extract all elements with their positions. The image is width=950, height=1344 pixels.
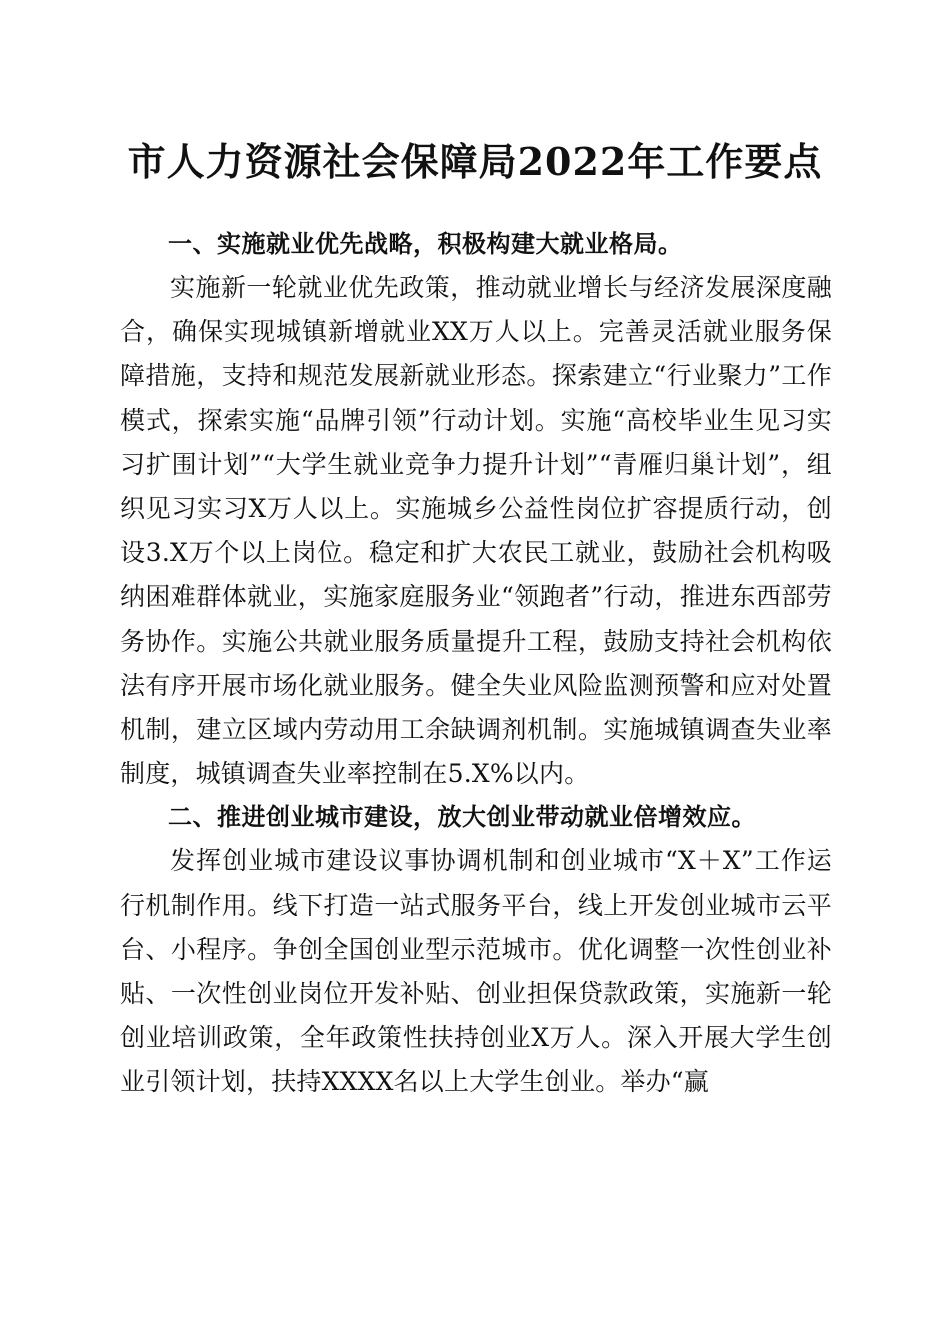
page-title: 市人力资源社会保障局2022年工作要点: [127, 139, 823, 184]
section-heading-1: 一、实施就业优先战略，积极构建大就业格局。: [168, 230, 683, 258]
document-body: [120, 223, 832, 1105]
section-heading-2: 二、推进创业城市建设，放大创业带动就业倍增效应。: [168, 803, 756, 832]
section-paragraph-2: 发挥创业城市建设议事协调机制和创业城市“X＋X”工作运行机制作用。线下打造一站式服务平台，线上开发创业城市云平台、小程序。争创全国创业型示范城市。优化调整一次性创业补贴、一次性创业岗位开发补贴、创业担保贷款政策，实施新一轮创业培训政策，全年政策性扶持创业X万人。深入开展大学生创业引领计划，扶持XXXX名以上大学生创业。举办“赢: [120, 846, 832, 1097]
section-paragraph-1: 实施新一轮就业优先政策，推动就业增长与经济发展深度融合，确保实现城镇新增就业XX万人以上。完善灵活就业服务保障措施，支持和规范发展新就业形态。探索建立“行业聚力”工作模式，探索实施“品牌引领”行动计划。实施“高校毕业生见习实习扩围计划”“大学生就业竞争力提升计划”“青雁归巢计划”，组织见习实习X万人以上。实施城乡公益性岗位扩容提质行动，创设3.X万个以上岗位。稳定和扩大农民工就业，鼓励社会机构吸纳困难群体就业，实施家庭服务业“领跑者”行动，推进东西部劳务协作。实施公共就业服务质量提升工程，鼓励支持社会机构依法有序开展市场化就业服务。健全失业风险监测预警和应对处置机制，建立区域内劳动用工余缺调剂机制。实施城镇调查失业率制度，城镇调查失业率控制在5.X%以内。: [120, 273, 832, 789]
